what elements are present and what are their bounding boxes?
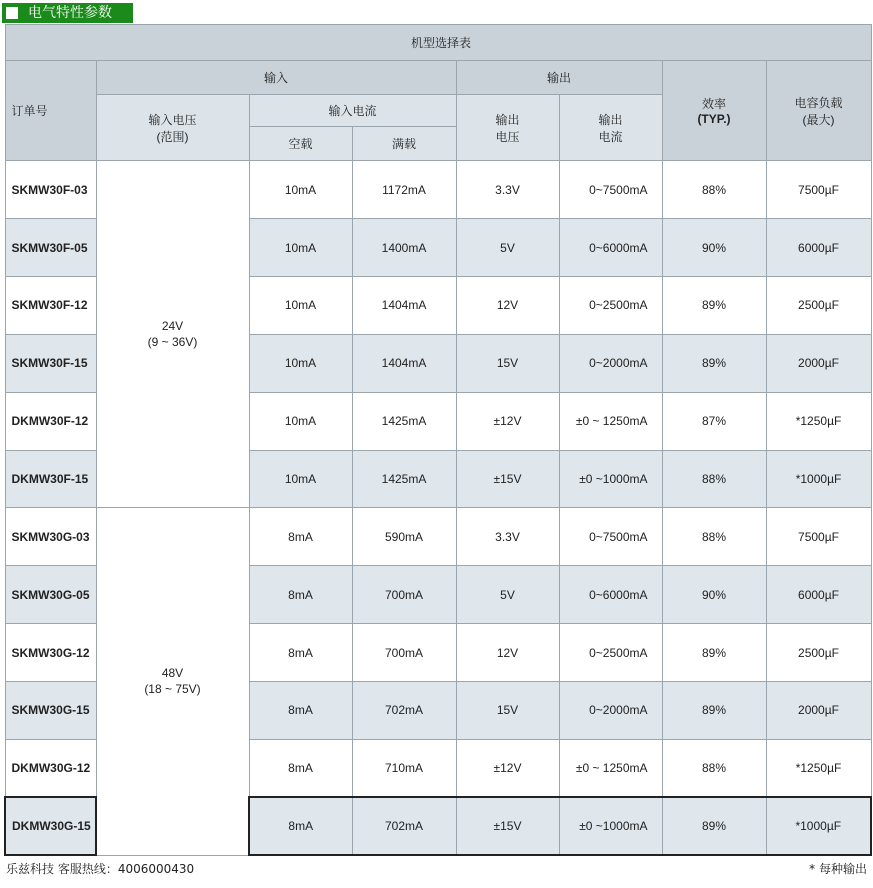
header-output-current-line2: 电流: [598, 129, 623, 144]
input-voltage-range: (18 ~ 75V): [144, 682, 201, 697]
cell-cap-load: 6000µF: [766, 566, 871, 624]
header-input: 输入: [96, 61, 456, 95]
cell-model: DKMW30F-15: [5, 450, 96, 508]
cell-output-voltage: 3.3V: [456, 508, 559, 566]
cell-no-load: 10mA: [249, 392, 352, 450]
cell-full-load: 1172mA: [352, 161, 456, 219]
cell-full-load: 1425mA: [352, 392, 456, 450]
cell-output-voltage: 5V: [456, 219, 559, 277]
cell-output-current: 0~6000mA: [559, 219, 662, 277]
cell-output-current: 0~2500mA: [559, 624, 662, 682]
header-output: 输出: [456, 61, 662, 95]
square-icon: [6, 7, 18, 19]
header-efficiency: [662, 61, 766, 161]
cell-output-current: 0~2000mA: [559, 334, 662, 392]
cell-cap-load: 7500µF: [766, 161, 871, 219]
cell-output-voltage: ±12V: [456, 392, 559, 450]
cell-efficiency: 88%: [662, 739, 766, 797]
cell-output-voltage: 12V: [456, 624, 559, 682]
header-input-voltage-label: 输入电压: [148, 112, 197, 127]
input-voltage-value: 24V: [161, 319, 184, 334]
header-input-voltage: [96, 95, 249, 161]
cell-output-current: 0~7500mA: [559, 508, 662, 566]
cell-no-load: 10mA: [249, 334, 352, 392]
footer-company: 乐兹科技 客服热线：4006000430: [6, 862, 195, 876]
header-cap-load-label: 电容负载: [794, 95, 843, 110]
cell-no-load: 10mA: [249, 161, 352, 219]
cell-full-load: 702mA: [352, 797, 456, 855]
cell-cap-load: 2000µF: [766, 334, 871, 392]
cell-model: SKMW30G-15: [5, 681, 96, 739]
cell-no-load: 8mA: [249, 739, 352, 797]
cell-output-voltage: 15V: [456, 334, 559, 392]
table-row: [5, 508, 871, 566]
header-input-current: 输入电流: [249, 95, 456, 127]
cell-efficiency: 90%: [662, 566, 766, 624]
header-cap-load-max: (最大): [802, 112, 835, 127]
cell-full-load: 710mA: [352, 739, 456, 797]
cell-model: SKMW30G-05: [5, 566, 96, 624]
cell-cap-load: 2500µF: [766, 624, 871, 682]
cell-full-load: 702mA: [352, 681, 456, 739]
header-cap-load: [766, 61, 871, 161]
cell-input-voltage: [96, 161, 249, 508]
cell-output-current: ±0 ~ 1250mA: [559, 739, 662, 797]
cell-cap-load: 2500µF: [766, 277, 871, 335]
cell-output-voltage: ±15V: [456, 450, 559, 508]
cell-full-load: 700mA: [352, 624, 456, 682]
cell-cap-load: *1250µF: [766, 392, 871, 450]
cell-output-voltage: 15V: [456, 681, 559, 739]
cell-no-load: 8mA: [249, 681, 352, 739]
table-row: [5, 161, 871, 219]
table-title: 机型选择表: [5, 25, 871, 61]
cell-model: SKMW30F-12: [5, 277, 96, 335]
model-selection-table: [4, 24, 872, 856]
cell-efficiency: 88%: [662, 508, 766, 566]
cell-output-current: ±0 ~1000mA: [559, 450, 662, 508]
cell-no-load: 10mA: [249, 277, 352, 335]
section-header: [2, 3, 133, 23]
cell-output-current: 0~7500mA: [559, 161, 662, 219]
header-output-voltage-line2: 电压: [495, 129, 520, 144]
cell-efficiency: 87%: [662, 392, 766, 450]
cell-efficiency: 89%: [662, 681, 766, 739]
cell-full-load: 1404mA: [352, 334, 456, 392]
cell-output-voltage: 5V: [456, 566, 559, 624]
cell-model: SKMW30G-12: [5, 624, 96, 682]
cell-cap-load: *1000µF: [766, 450, 871, 508]
cell-model: DKMW30F-12: [5, 392, 96, 450]
cell-efficiency: 90%: [662, 219, 766, 277]
cell-cap-load: 7500µF: [766, 508, 871, 566]
cell-input-voltage: [96, 508, 249, 855]
cell-efficiency: 89%: [662, 277, 766, 335]
cell-efficiency: 88%: [662, 161, 766, 219]
cell-no-load: 10mA: [249, 219, 352, 277]
header-order-no: 订单号: [5, 61, 96, 161]
header-output-voltage-line1: 输出: [495, 112, 520, 127]
cell-output-current: ±0 ~1000mA: [559, 797, 662, 855]
header-efficiency-typ: (TYP.): [697, 112, 731, 127]
cell-output-voltage: 3.3V: [456, 161, 559, 219]
cell-output-current: ±0 ~ 1250mA: [559, 392, 662, 450]
cell-model: DKMW30G-15: [5, 797, 96, 855]
cell-output-current: 0~6000mA: [559, 566, 662, 624]
header-output-current: [559, 95, 662, 161]
cell-full-load: 1425mA: [352, 450, 456, 508]
header-efficiency-label: 效率: [701, 97, 726, 112]
header-input-voltage-range: (范围): [156, 129, 189, 144]
cell-efficiency: 89%: [662, 797, 766, 855]
cell-output-voltage: 12V: [456, 277, 559, 335]
cell-full-load: 590mA: [352, 508, 456, 566]
cell-no-load: 8mA: [249, 797, 352, 855]
cell-output-current: 0~2000mA: [559, 681, 662, 739]
cell-model: SKMW30F-05: [5, 219, 96, 277]
cell-cap-load: 6000µF: [766, 219, 871, 277]
cell-output-current: 0~2500mA: [559, 277, 662, 335]
cell-full-load: 700mA: [352, 566, 456, 624]
cell-efficiency: 89%: [662, 334, 766, 392]
cell-model: SKMW30G-03: [5, 508, 96, 566]
cell-efficiency: 89%: [662, 624, 766, 682]
cell-model: SKMW30F-03: [5, 161, 96, 219]
input-voltage-range: (9 ~ 36V): [147, 335, 198, 350]
cell-model: DKMW30G-12: [5, 739, 96, 797]
cell-cap-load: *1000µF: [766, 797, 871, 855]
cell-full-load: 1400mA: [352, 219, 456, 277]
header-output-current-line1: 输出: [598, 112, 623, 127]
header-no-load: 空载: [249, 127, 352, 161]
input-voltage-value: 48V: [161, 666, 184, 681]
cell-no-load: 10mA: [249, 450, 352, 508]
cell-cap-load: *1250µF: [766, 739, 871, 797]
cell-efficiency: 88%: [662, 450, 766, 508]
header-full-load: 满载: [352, 127, 456, 161]
cell-model: SKMW30F-15: [5, 334, 96, 392]
cell-full-load: 1404mA: [352, 277, 456, 335]
footer-note: * 每种输出: [809, 862, 867, 876]
cell-output-voltage: ±15V: [456, 797, 559, 855]
cell-cap-load: 2000µF: [766, 681, 871, 739]
section-label: 电气特性参数: [28, 5, 112, 21]
cell-no-load: 8mA: [249, 566, 352, 624]
header-output-voltage: [456, 95, 559, 161]
cell-no-load: 8mA: [249, 508, 352, 566]
cell-output-voltage: ±12V: [456, 739, 559, 797]
cell-no-load: 8mA: [249, 624, 352, 682]
